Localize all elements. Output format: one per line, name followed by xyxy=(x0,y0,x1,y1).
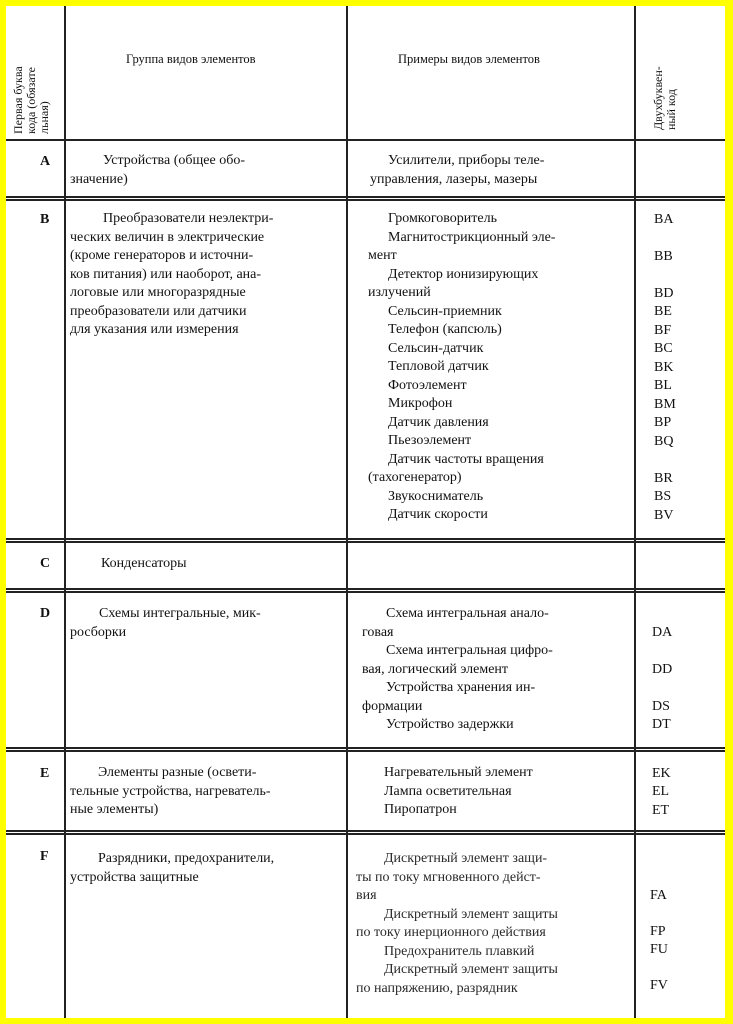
code-label: EL xyxy=(652,784,670,799)
code-label: BD xyxy=(654,286,674,301)
code-label: BL xyxy=(654,378,672,393)
row-divider xyxy=(6,538,725,543)
row-divider xyxy=(6,588,725,593)
header-two-letter-code: Двухбуквен- ный код xyxy=(651,66,678,130)
code-label: BP xyxy=(654,415,672,430)
examples-text: Схема интегральная анало- говая Схема интегральная цифро- вая, логический элемент Устройства хранения ин- формации Устройство задержки xyxy=(362,606,553,732)
row-divider xyxy=(6,747,725,752)
code-label: BM xyxy=(654,397,676,412)
code-label: BQ xyxy=(654,434,674,449)
header-first-letter: Первая буква кода (обязате льная) xyxy=(11,66,51,134)
group-text: Конденсаторы xyxy=(101,556,187,571)
code-label: FP xyxy=(650,924,666,939)
code-label: DT xyxy=(652,717,671,732)
code-label: BA xyxy=(654,212,674,227)
row-letter: D xyxy=(40,606,51,621)
examples-text: Нагревательный элемент Лампа осветительная Пиропатрон xyxy=(384,765,533,817)
group-text: Схемы интегральные, мик- росборки xyxy=(70,606,261,640)
examples-text: Громкоговоритель Магнитострикционный элe- мент Детектор ионизирующих излучений Сельсин-приемник Телефон (капсюль) Сельсин-датчик Тепловой датчик Фотоэлемент Микрофон Датчик давления Пьезоэлемент Датчик частоты вращения (тахогенератор) Звукосниматель Датчик скорости xyxy=(368,211,556,522)
code-label: BC xyxy=(654,341,673,356)
code-label: FU xyxy=(650,942,668,957)
code-label: FV xyxy=(650,978,668,993)
group-text: Устройства (общее обо- значение) xyxy=(70,153,245,187)
group-text: Разрядники, предохранители, устройства защитные xyxy=(70,851,275,885)
code-label: DA xyxy=(652,625,673,640)
code-label: BK xyxy=(654,360,674,375)
examples-text: Усилители, приборы теле- управления, лазеры, мазеры xyxy=(370,153,545,187)
code-label: BR xyxy=(654,471,673,486)
row-divider xyxy=(6,830,725,835)
code-label: DD xyxy=(652,662,673,677)
header-examples: Примеры видов элементов xyxy=(398,52,540,66)
column-divider xyxy=(634,6,636,1018)
row-letter: E xyxy=(40,766,50,781)
examples-text: Дискретный элемент защи- ты по току мгновенного дейст- вия Дискретный элемент защиты по току инерционного действия Предохранитель плавкий Дискретный элемент защиты по напряжению, разрядник xyxy=(356,851,558,996)
code-label: DS xyxy=(652,699,670,714)
code-label: ET xyxy=(652,803,670,818)
column-divider xyxy=(64,6,66,1018)
row-letter: A xyxy=(40,154,51,169)
header-group: Группа видов элементов xyxy=(126,52,256,66)
column-divider xyxy=(346,6,348,1018)
group-text: Преобразователи неэлектри- ческих величин в электрические (кроме генераторов и источни- ков питания) или наоборот, ана- логовые или многоразрядные преобразователи или датчики для указания или измерения xyxy=(70,211,274,337)
document-page xyxy=(6,6,725,1018)
code-label: BV xyxy=(654,508,674,523)
code-label: BE xyxy=(654,304,672,319)
row-divider xyxy=(6,139,725,141)
code-label: BS xyxy=(654,489,672,504)
code-label: BB xyxy=(654,249,673,264)
row-letter: C xyxy=(40,556,51,571)
row-divider xyxy=(6,196,725,201)
code-label: FA xyxy=(650,888,667,903)
row-letter: B xyxy=(40,212,50,227)
code-label: BF xyxy=(654,323,672,338)
row-letter: F xyxy=(40,849,49,864)
group-text: Элементы разные (освети- тельные устройства, нагреватель- ные элементы) xyxy=(70,765,271,817)
code-label: EK xyxy=(652,766,671,781)
